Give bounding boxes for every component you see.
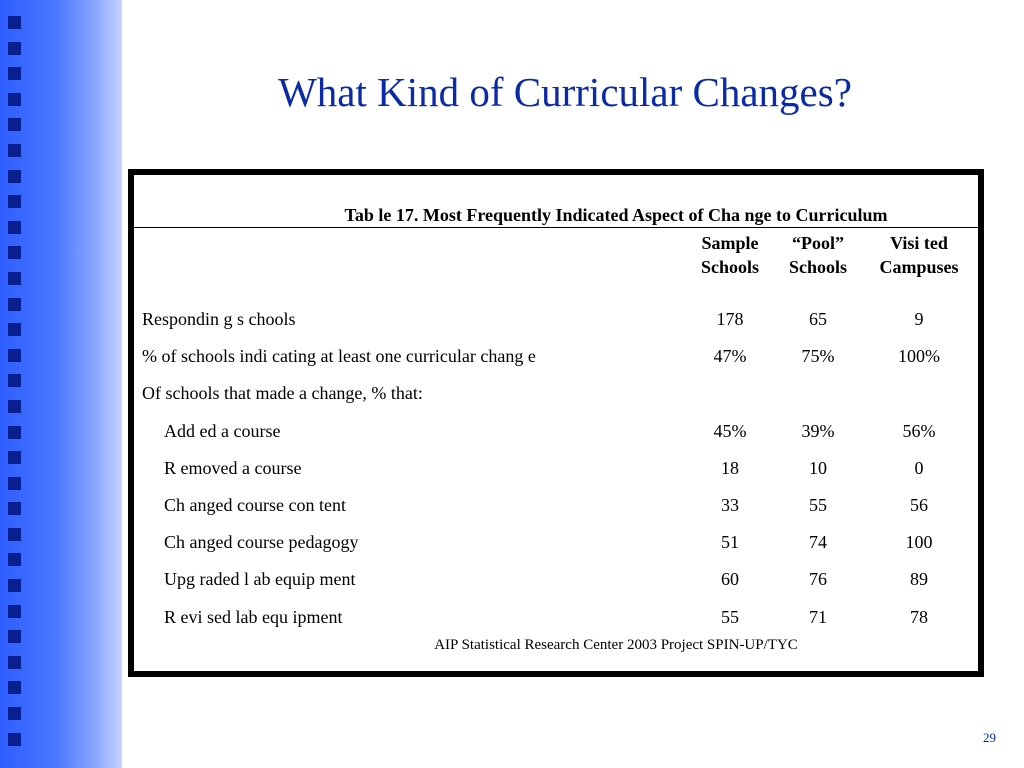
row-value: 39% [801, 420, 835, 441]
sidebar-square [8, 426, 21, 439]
row-value: 47% [713, 346, 747, 367]
row-label: Add ed a course [164, 420, 281, 441]
sidebar-square [8, 528, 21, 541]
sidebar-square [8, 246, 21, 259]
table-row [134, 375, 978, 412]
sidebar-square [8, 16, 21, 29]
table-source-note: AIP Statistical Research Center 2003 Project SPIN-UP/TYC [434, 637, 798, 653]
table-row [134, 524, 978, 561]
column-header-sample-schools [690, 231, 770, 279]
sidebar-square [8, 349, 21, 362]
row-value: 9 [914, 309, 924, 329]
sidebar-square [8, 579, 21, 592]
sidebar-square [8, 298, 21, 311]
header-divider [134, 227, 978, 228]
sidebar-square [8, 144, 21, 157]
table-row [134, 301, 978, 338]
row-value: 33 [721, 495, 739, 515]
row-value: 60 [721, 569, 739, 590]
row-value: 56% [902, 420, 936, 441]
sidebar-square [8, 451, 21, 464]
column-header-pool-schools [778, 231, 858, 279]
row-value: 74 [809, 532, 827, 553]
sidebar-square [8, 733, 21, 746]
sidebar-square [8, 272, 21, 285]
row-value: 56 [910, 495, 928, 515]
sidebar-square [8, 374, 21, 387]
row-value: 100% [898, 346, 940, 367]
table-row [134, 561, 978, 598]
sidebar-square [8, 93, 21, 106]
sidebar-square [8, 656, 21, 669]
row-value: 18 [721, 457, 739, 478]
sidebar-square [8, 502, 21, 515]
decorative-squares [8, 16, 24, 758]
sidebar-square [8, 170, 21, 183]
sidebar-square [8, 323, 21, 336]
row-label: Respondin g s chools [142, 309, 296, 329]
table-row [134, 338, 978, 375]
row-value: 100 [905, 532, 933, 553]
table-frame [128, 169, 984, 677]
column-header-line2: Schools [788, 257, 848, 277]
column-header-line1: Sample [701, 233, 759, 253]
row-value: 76 [809, 569, 827, 590]
table-row [134, 450, 978, 487]
sidebar-square [8, 221, 21, 234]
row-value: 55 [721, 606, 739, 627]
sidebar-square [8, 400, 21, 413]
row-value: 65 [809, 309, 827, 329]
sidebar-square [8, 553, 21, 566]
row-label: % of schools indi cating at least one curricular chang e [142, 346, 536, 367]
row-value: 71 [809, 606, 827, 627]
sidebar-square [8, 477, 21, 490]
column-header-line2: Campuses [879, 257, 959, 277]
sidebar-square [8, 42, 21, 55]
sidebar-square [8, 118, 21, 131]
row-value: 0 [914, 457, 924, 478]
sidebar-square [8, 630, 21, 643]
column-header-line1: “Pool” [792, 233, 844, 253]
row-value: 178 [716, 309, 744, 329]
row-value: 75% [801, 346, 835, 367]
row-value: 55 [809, 495, 827, 515]
row-label: R emoved a course [164, 457, 302, 478]
slide-sidebar [0, 0, 122, 768]
row-label: Of schools that made a change, % that: [142, 383, 423, 404]
sidebar-square [8, 195, 21, 208]
row-label: Upg raded l ab equip ment [164, 569, 356, 590]
table-caption: Tab le 17. Most Frequently Indicated Aspect of Cha nge to Curriculum [344, 205, 888, 225]
column-header-line1: Visi ted [890, 233, 948, 253]
row-label: Ch anged course con tent [164, 495, 346, 515]
column-header-line2: Schools [700, 257, 760, 277]
row-label: Ch anged course pedagogy [164, 532, 359, 553]
table-row [134, 487, 978, 524]
row-value: 45% [713, 420, 747, 441]
sidebar-square [8, 67, 21, 80]
slide-title: What Kind of Curricular Changes? [278, 69, 852, 115]
row-value: 10 [809, 457, 827, 478]
sidebar-square [8, 681, 21, 694]
row-value: 89 [910, 569, 928, 590]
data-table [133, 174, 979, 672]
page-number: 29 [983, 730, 996, 745]
row-value: 78 [910, 606, 928, 627]
table-row [134, 413, 978, 450]
row-label: R evi sed lab equ ipment [164, 606, 343, 627]
column-header-visited-campuses [869, 231, 969, 279]
sidebar-square [8, 605, 21, 618]
table-row [134, 599, 978, 636]
row-value: 51 [721, 532, 739, 553]
sidebar-square [8, 707, 21, 720]
